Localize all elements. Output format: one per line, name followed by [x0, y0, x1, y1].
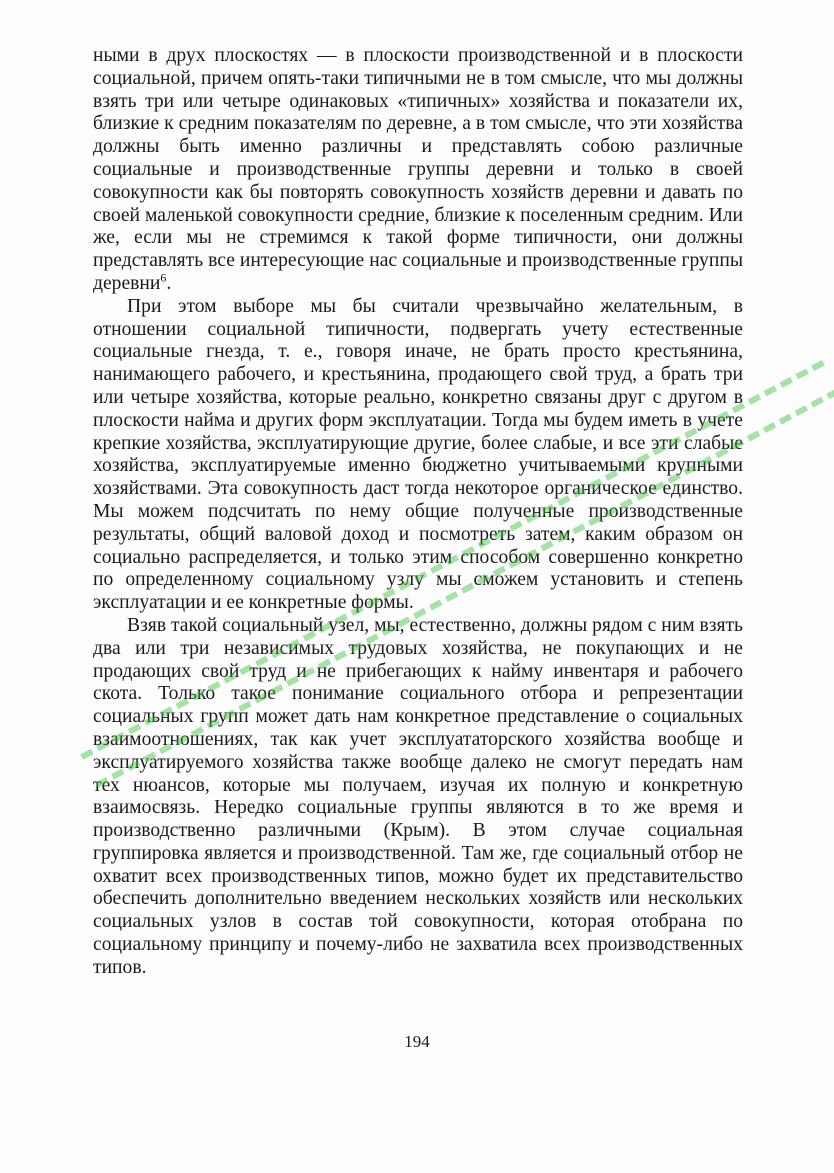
paragraph-1-text: ными в друх плоскостях — в плоскости производственной и в плоскости социальной, причем опять-таки типичными не в том смысле, что мы должны взять три или четыре одинаковых «типичных» хозяйства и показатели их, близкие к средним показателям по деревне, а в том смысле, что эти хозяйства должны быть именно различны и представлять собою различные социальные и производственные группы деревни и только в своей совокупности как бы повторять совокупность хозяйств деревни и давать по своей маленькой совокупности средние, близкие к поселенным средним. Или же, если мы не стремимся к такой форме типичности, они должны представлять все интересующие нас социальные и производственные группы деревни — [93, 45, 743, 294]
paragraph-2: При этом выборе мы бы считали чрезвычайно желательным, в отношении социальной типичности, подвергать учету естественные социальные гнезда, т. е., говоря иначе, не брать просто крестьянина, нанимающего рабочего, и крестьянина, продающего свой труд, а брать три или четыре хозяйства, которые реально, конкретно связаны друг с другом в плоскости найма и других форм эксплуатации. Тогда мы будем иметь в учете крепкие хозяйства, эксплуатирующие другие, более слабые, и все эти слабые хозяйства, эксплуатируемые именно бюджетно учитываемыми крупными хозяйствами. Эта совокупность даст тогда некоторое органическое единство. Мы можем подсчитать по нему общие полученные производственные результаты, общий валовой доход и посмотреть затем, каким образом он социально распределяется, и только этим способом совершенно конкретно по определенному социальному узлу мы сможем установить и степень эксплуатации и ее конкретные формы. — [93, 295, 743, 614]
body-text — [93, 45, 743, 980]
paragraph-3: Взяв такой социальный узел, мы, естественно, должны рядом с ним взять два или три независимых трудовых хозяйства, не покупающих и не продающих свой труд и не прибегающих к найму инвентаря и рабочего скота. Только такое понимание социального отбора и репрезентации социальных групп может дать нам конкретное представление о социальных взаимоотношениях, так как учет эксплуататорского хозяйства вообще и эксплуатируемого хозяйства также вообще далеко не смогут передать нам тех нюансов, которые мы получаем, изучая их полную и конкретную взаимосвязь. Нередко социальные группы являются в то же время и производственно различными (Крым). В этом случае социальная группировка является и производственной. Там же, где социальный отбор не охватит всех производственных типов, можно будет их представительство обеспечить дополнительно введением нескольких хозяйств или нескольких социальных узлов в состав той совокупности, которая отобрана по социальному принципу и почему-либо не захватила всех производственных типов. — [93, 614, 743, 978]
page-number: 194 — [404, 1032, 430, 1051]
paragraph-1-tail: . — [166, 272, 172, 294]
footnote-mark[interactable]: 6 — [160, 270, 167, 285]
paragraph-1 — [93, 45, 743, 296]
